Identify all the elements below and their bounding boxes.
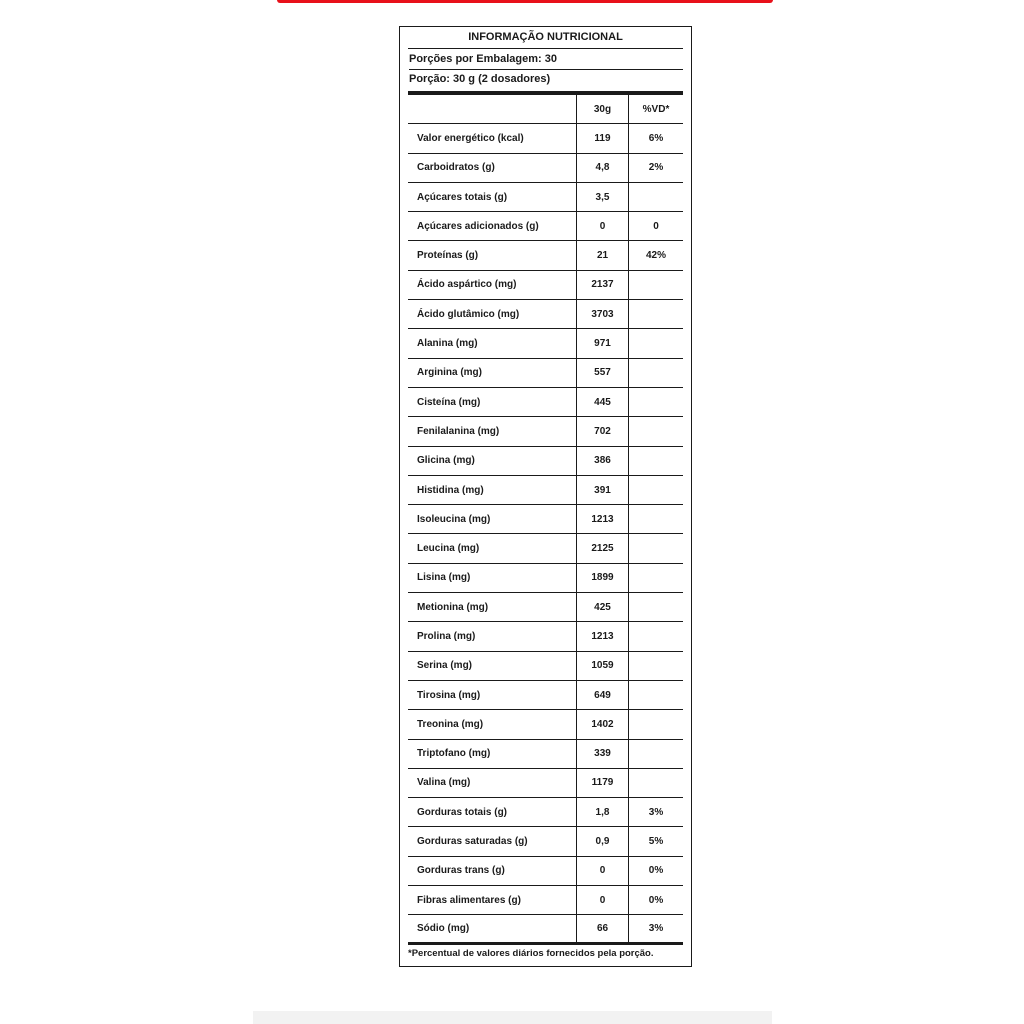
table-row xyxy=(408,710,683,739)
nutrient-daily-value: 6% xyxy=(628,124,683,152)
nutrient-amount: 1213 xyxy=(576,622,628,650)
table-row xyxy=(408,359,683,388)
servings-per-package: Porções por Embalagem: 30 xyxy=(409,49,683,70)
nutrient-name: Gorduras trans (g) xyxy=(417,865,505,877)
table-row xyxy=(408,681,683,710)
nutrient-daily-value xyxy=(628,769,683,797)
nutrient-amount: 445 xyxy=(576,388,628,416)
nutrient-daily-value xyxy=(628,447,683,475)
nutrient-amount: 3,5 xyxy=(576,183,628,211)
nutrient-daily-value xyxy=(628,652,683,680)
nutrient-amount: 2125 xyxy=(576,534,628,562)
nutrient-name: Glicina (mg) xyxy=(417,455,475,467)
nutrient-name: Prolina (mg) xyxy=(417,630,476,642)
nutrient-amount: 0 xyxy=(576,857,628,885)
table-row xyxy=(408,886,683,915)
table-row xyxy=(408,241,683,270)
nutrient-amount: 1402 xyxy=(576,710,628,738)
bottom-strip xyxy=(253,1011,772,1024)
nutrient-name: Triptofano (mg) xyxy=(417,748,491,760)
nutrient-amount: 66 xyxy=(576,915,628,941)
nutrient-daily-value xyxy=(628,681,683,709)
nutrient-name: Histidina (mg) xyxy=(417,484,484,496)
nutrient-daily-value xyxy=(628,329,683,357)
table-row xyxy=(408,476,683,505)
nutrient-amount: 2137 xyxy=(576,271,628,299)
nutrient-amount: 339 xyxy=(576,740,628,768)
table-row xyxy=(408,593,683,622)
nutrient-daily-value: 0 xyxy=(628,212,683,240)
nutrient-daily-value xyxy=(628,359,683,387)
nutrient-daily-value: 42% xyxy=(628,241,683,269)
nutrient-amount: 4,8 xyxy=(576,154,628,182)
table-row xyxy=(408,827,683,856)
table-row xyxy=(408,798,683,827)
nutrient-name: Carboidratos (g) xyxy=(417,162,495,174)
nutrient-amount: 557 xyxy=(576,359,628,387)
nutrient-name: Proteínas (g) xyxy=(417,250,479,262)
table-row xyxy=(408,505,683,534)
nutrient-amount: 1899 xyxy=(576,564,628,592)
nutrient-daily-value xyxy=(628,622,683,650)
table-row xyxy=(408,564,683,593)
nutrient-amount: 971 xyxy=(576,329,628,357)
nutrient-amount: 649 xyxy=(576,681,628,709)
nutrient-daily-value: 3% xyxy=(628,915,683,941)
table-row xyxy=(408,417,683,446)
table-row xyxy=(408,300,683,329)
nutrient-name: Ácido glutâmico (mg) xyxy=(417,308,520,320)
nutrient-name: Gorduras totais (g) xyxy=(417,806,508,818)
nutrient-name: Sódio (mg) xyxy=(417,922,470,934)
nutrient-name: Gorduras saturadas (g) xyxy=(417,836,528,848)
nutrient-amount: 425 xyxy=(576,593,628,621)
nutrient-name: Lisina (mg) xyxy=(417,572,471,584)
nutrient-daily-value xyxy=(628,505,683,533)
table-row xyxy=(408,740,683,769)
nutrient-daily-value xyxy=(628,564,683,592)
table-row xyxy=(408,534,683,563)
nutrient-daily-value xyxy=(628,476,683,504)
table-row xyxy=(408,769,683,798)
nutrient-name: Treonina (mg) xyxy=(417,718,484,730)
table-row xyxy=(408,447,683,476)
nutrient-name: Fibras alimentares (g) xyxy=(417,894,521,906)
table-body xyxy=(408,124,683,944)
footnote: *Percentual de valores diários fornecidos pela porção. xyxy=(408,948,654,959)
serving-size: Porção: 30 g (2 dosadores) xyxy=(409,73,551,85)
header-daily-value: %VD* xyxy=(628,95,683,123)
table-row xyxy=(408,857,683,886)
nutrient-name: Alanina (mg) xyxy=(417,338,478,350)
nutrient-name: Fenilalanina (mg) xyxy=(417,425,500,437)
nutrient-name: Valina (mg) xyxy=(417,777,471,789)
nutrient-name: Ácido aspártico (mg) xyxy=(417,279,517,291)
nutrient-amount: 391 xyxy=(576,476,628,504)
table-header-row xyxy=(408,95,683,124)
table-row xyxy=(408,183,683,212)
table-row xyxy=(408,124,683,153)
nutrient-amount: 0,9 xyxy=(576,827,628,855)
nutrition-label xyxy=(399,26,692,967)
nutrient-daily-value xyxy=(628,417,683,445)
nutrient-daily-value xyxy=(628,271,683,299)
table-row xyxy=(408,622,683,651)
nutrient-daily-value: 0% xyxy=(628,886,683,914)
table-row xyxy=(408,212,683,241)
table-row xyxy=(408,271,683,300)
nutrient-amount: 1213 xyxy=(576,505,628,533)
nutrient-daily-value: 0% xyxy=(628,857,683,885)
nutrient-daily-value xyxy=(628,388,683,416)
nutrient-amount: 386 xyxy=(576,447,628,475)
nutrient-daily-value: 3% xyxy=(628,798,683,826)
nutrient-name: Tirosina (mg) xyxy=(417,689,481,701)
nutrient-daily-value xyxy=(628,593,683,621)
nutrient-daily-value xyxy=(628,740,683,768)
nutrient-name: Leucina (mg) xyxy=(417,543,480,555)
table-row xyxy=(408,154,683,183)
nutrient-amount: 21 xyxy=(576,241,628,269)
nutrient-amount: 3703 xyxy=(576,300,628,328)
nutrient-name: Metionina (mg) xyxy=(417,601,489,613)
nutrient-amount: 0 xyxy=(576,886,628,914)
nutrient-daily-value xyxy=(628,183,683,211)
nutrient-name: Açúcares adicionados (g) xyxy=(417,220,539,232)
label-title: INFORMAÇÃO NUTRICIONAL xyxy=(408,27,683,49)
header-amount: 30g xyxy=(576,95,628,123)
nutrient-name: Açúcares totais (g) xyxy=(417,191,508,203)
nutrient-amount: 1179 xyxy=(576,769,628,797)
nutrient-daily-value xyxy=(628,300,683,328)
nutrient-name: Serina (mg) xyxy=(417,660,473,672)
nutrient-amount: 0 xyxy=(576,212,628,240)
nutrient-amount: 1059 xyxy=(576,652,628,680)
nutrient-daily-value: 5% xyxy=(628,827,683,855)
nutrient-daily-value: 2% xyxy=(628,154,683,182)
accent-bar xyxy=(277,0,773,3)
nutrient-daily-value xyxy=(628,710,683,738)
nutrient-name: Isoleucina (mg) xyxy=(417,513,491,525)
nutrient-daily-value xyxy=(628,534,683,562)
table-row xyxy=(408,915,683,944)
table-row xyxy=(408,652,683,681)
nutrient-amount: 702 xyxy=(576,417,628,445)
nutrient-name: Cisteína (mg) xyxy=(417,396,481,408)
nutrition-table xyxy=(408,91,683,945)
nutrient-name: Valor energético (kcal) xyxy=(417,132,524,144)
nutrient-name: Arginina (mg) xyxy=(417,367,482,379)
nutrient-amount: 1,8 xyxy=(576,798,628,826)
nutrient-amount: 119 xyxy=(576,124,628,152)
table-row xyxy=(408,388,683,417)
table-row xyxy=(408,329,683,358)
